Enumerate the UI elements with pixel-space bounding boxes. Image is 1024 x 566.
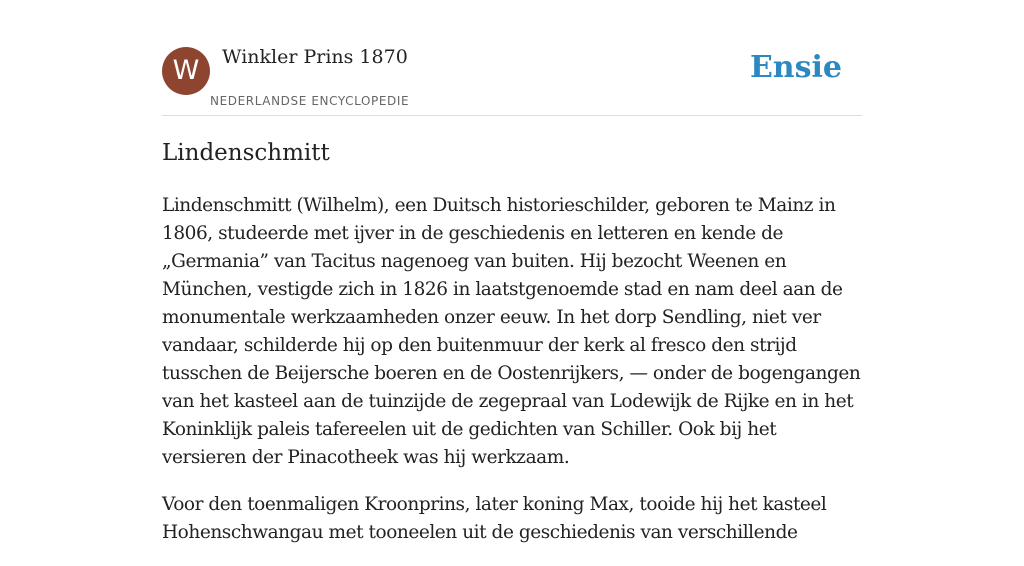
ensie-logo-link[interactable]: Ensie [749,50,842,85]
page [162,0,862,543]
source-title-link[interactable]: Winkler Prins 1870 [222,46,408,68]
site-header [162,0,862,116]
source-avatar[interactable]: W [162,47,210,95]
article-title: Lindenschmitt [162,140,330,166]
article-body [162,192,862,566]
article-paragraph-1: Lindenschmitt (Wilhelm), een Duitsch historieschilder, geboren te Mainz in 1806, studeerde met ijver in de geschiedenis en letteren en kende de „Germania” van Tacitus nagenoeg van buiten. Hij bezocht Weenen en München, vestigde zich in 1826 in laatstgenoemde stad en nam deel aan de monumentale werkzaamheden onzer eeuw. In het dorp Sendling, niet ver vandaar, schilderde hij op den buitenmuur der kerk al fresco den strijd tusschen de Beijersche boeren en de Oostenrijkers, — onder de bogengangen van het kasteel aan de tuinzijde de zegepraal van Lodewijk de Rijke en in het Koninklijk paleis tafereelen uit de gedichten van Schiller. Ook bij het versieren der Pinacotheek was hij werkzaam. [162,195,861,468]
source-subtitle: NEDERLANDSE ENCYCLOPEDIE [210,94,410,108]
article-paragraph-2: Voor den toenmaligen Kroonprins, later koning Max, tooide hij het kasteel Hohenschwangau met tooneelen uit de geschiedenis van verschillende [162,494,827,543]
